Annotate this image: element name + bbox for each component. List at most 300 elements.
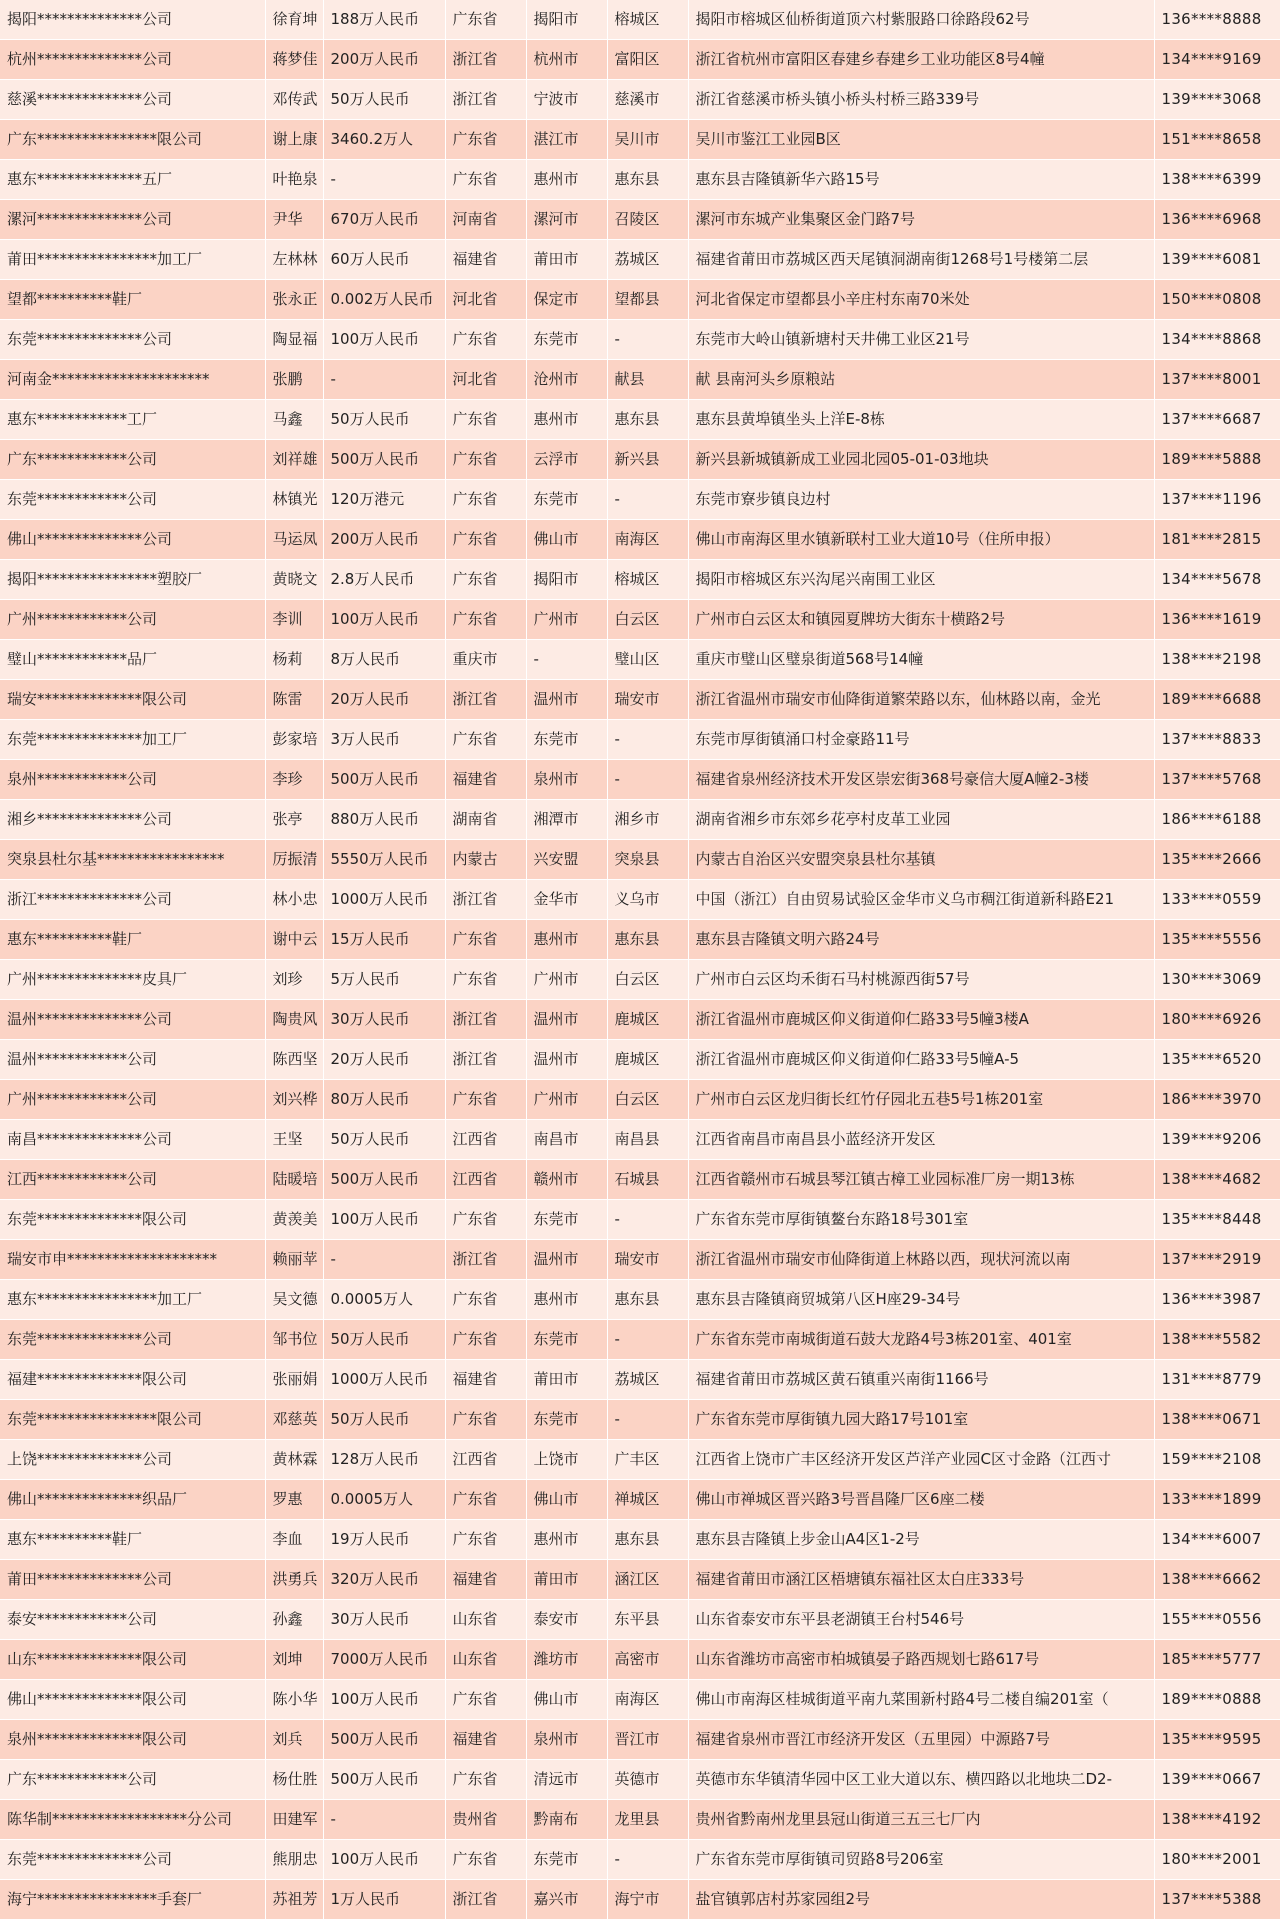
phone-cell: 139****9206	[1154, 1120, 1280, 1160]
capital-cell: 1000万人民币	[323, 1360, 445, 1400]
district-cell: 荔城区	[607, 240, 688, 280]
company-name-cell: 东莞**************公司	[0, 320, 265, 360]
address-cell: 佛山市禅城区晋兴路3号晋昌隆厂区6座二楼	[688, 1480, 1154, 1520]
city-cell: 惠州市	[526, 160, 607, 200]
capital-cell: 3万人民币	[323, 720, 445, 760]
province-cell: 浙江省	[445, 880, 526, 920]
capital-cell: 7000万人民币	[323, 1640, 445, 1680]
city-cell: 温州市	[526, 680, 607, 720]
capital-cell: -	[323, 360, 445, 400]
phone-cell: 138****4192	[1154, 1800, 1280, 1840]
table-row	[0, 880, 1280, 920]
district-cell: 白云区	[607, 960, 688, 1000]
phone-cell: 189****6688	[1154, 680, 1280, 720]
company-name-cell: 东莞****************限公司	[0, 1400, 265, 1440]
province-cell: 福建省	[445, 240, 526, 280]
table-row	[0, 520, 1280, 560]
district-cell: 南昌县	[607, 1120, 688, 1160]
company-name-cell: 璧山************品厂	[0, 640, 265, 680]
capital-cell: 100万人民币	[323, 1840, 445, 1880]
district-cell: 榕城区	[607, 560, 688, 600]
table-row	[0, 280, 1280, 320]
company-name-cell: 惠东**********鞋厂	[0, 920, 265, 960]
legal-rep-cell: 谢上康	[265, 120, 323, 160]
capital-cell: 20万人民币	[323, 1040, 445, 1080]
legal-rep-cell: 黄羡美	[265, 1200, 323, 1240]
table-row	[0, 840, 1280, 880]
city-cell: 金华市	[526, 880, 607, 920]
company-name-cell: 广州**************皮具厂	[0, 960, 265, 1000]
province-cell: 广东省	[445, 600, 526, 640]
province-cell: 广东省	[445, 0, 526, 40]
city-cell: 宁波市	[526, 80, 607, 120]
province-cell: 内蒙古	[445, 840, 526, 880]
province-cell: 广东省	[445, 560, 526, 600]
company-name-cell: 望都**********鞋厂	[0, 280, 265, 320]
province-cell: 江西省	[445, 1440, 526, 1480]
address-cell: 福建省莆田市荔城区西天尾镇洞湖南街1268号1号楼第二层	[688, 240, 1154, 280]
legal-rep-cell: 赖丽苹	[265, 1240, 323, 1280]
company-name-cell: 惠东****************加工厂	[0, 1280, 265, 1320]
city-cell: 广州市	[526, 1080, 607, 1120]
table-row	[0, 1640, 1280, 1680]
phone-cell: 137****8001	[1154, 360, 1280, 400]
city-cell: 惠州市	[526, 1520, 607, 1560]
district-cell: 瑞安市	[607, 680, 688, 720]
company-name-cell: 东莞************公司	[0, 480, 265, 520]
table-row	[0, 1880, 1280, 1920]
company-name-cell: 广州************公司	[0, 1080, 265, 1120]
city-cell: 揭阳市	[526, 0, 607, 40]
city-cell: 泰安市	[526, 1600, 607, 1640]
phone-cell: 133****0559	[1154, 880, 1280, 920]
district-cell: 南海区	[607, 520, 688, 560]
address-cell: 东莞市大岭山镇新塘村天井佛工业区21号	[688, 320, 1154, 360]
table-row	[0, 1080, 1280, 1120]
phone-cell: 138****2198	[1154, 640, 1280, 680]
province-cell: 广东省	[445, 480, 526, 520]
table-row	[0, 1360, 1280, 1400]
table-row	[0, 640, 1280, 680]
capital-cell: 50万人民币	[323, 80, 445, 120]
city-cell: 惠州市	[526, 920, 607, 960]
capital-cell: 500万人民币	[323, 440, 445, 480]
capital-cell: 1万人民币	[323, 1880, 445, 1920]
capital-cell: 80万人民币	[323, 1080, 445, 1120]
phone-cell: 138****5582	[1154, 1320, 1280, 1360]
city-cell: 黔南布	[526, 1800, 607, 1840]
district-cell: 英德市	[607, 1760, 688, 1800]
district-cell: -	[607, 760, 688, 800]
province-cell: 广东省	[445, 1080, 526, 1120]
table-row	[0, 400, 1280, 440]
capital-cell: 670万人民币	[323, 200, 445, 240]
address-cell: 东莞市厚街镇涌口村金豪路11号	[688, 720, 1154, 760]
address-cell: 揭阳市榕城区东兴沟尾兴南围工业区	[688, 560, 1154, 600]
company-name-cell: 海宁****************手套厂	[0, 1880, 265, 1920]
phone-cell: 186****6188	[1154, 800, 1280, 840]
phone-cell: 139****6081	[1154, 240, 1280, 280]
company-name-cell: 广东************公司	[0, 440, 265, 480]
capital-cell: 200万人民币	[323, 520, 445, 560]
district-cell: -	[607, 1200, 688, 1240]
district-cell: 榕城区	[607, 0, 688, 40]
district-cell: -	[607, 1840, 688, 1880]
phone-cell: 131****8779	[1154, 1360, 1280, 1400]
company-name-cell: 佛山**************公司	[0, 520, 265, 560]
city-cell: 兴安盟	[526, 840, 607, 880]
province-cell: 浙江省	[445, 80, 526, 120]
company-name-cell: 山东**************限公司	[0, 1640, 265, 1680]
province-cell: 广东省	[445, 1320, 526, 1360]
province-cell: 浙江省	[445, 1040, 526, 1080]
province-cell: 广东省	[445, 1200, 526, 1240]
city-cell: 嘉兴市	[526, 1880, 607, 1920]
city-cell: 泉州市	[526, 760, 607, 800]
legal-rep-cell: 刘珍	[265, 960, 323, 1000]
province-cell: 广东省	[445, 520, 526, 560]
phone-cell: 180****2001	[1154, 1840, 1280, 1880]
province-cell: 广东省	[445, 1480, 526, 1520]
district-cell: -	[607, 1400, 688, 1440]
province-cell: 河南省	[445, 200, 526, 240]
phone-cell: 180****6926	[1154, 1000, 1280, 1040]
company-name-cell: 东莞**************公司	[0, 1840, 265, 1880]
capital-cell: 2.8万人民币	[323, 560, 445, 600]
phone-cell: 136****8888	[1154, 0, 1280, 40]
address-cell: 贵州省黔南州龙里县冠山街道三五三七厂内	[688, 1800, 1154, 1840]
province-cell: 浙江省	[445, 1000, 526, 1040]
province-cell: 广东省	[445, 1280, 526, 1320]
capital-cell: 50万人民币	[323, 400, 445, 440]
table-row	[0, 1440, 1280, 1480]
table-row	[0, 1200, 1280, 1240]
province-cell: 广东省	[445, 320, 526, 360]
table-row	[0, 160, 1280, 200]
company-name-cell: 陈华制******************分公司	[0, 1800, 265, 1840]
district-cell: 惠东县	[607, 1520, 688, 1560]
phone-cell: 135****5556	[1154, 920, 1280, 960]
legal-rep-cell: 孙鑫	[265, 1600, 323, 1640]
company-name-cell: 瑞安市申********************	[0, 1240, 265, 1280]
province-cell: 福建省	[445, 1560, 526, 1600]
legal-rep-cell: 邓传武	[265, 80, 323, 120]
table-row	[0, 1120, 1280, 1160]
district-cell: 义乌市	[607, 880, 688, 920]
district-cell: 石城县	[607, 1160, 688, 1200]
district-cell: 龙里县	[607, 1800, 688, 1840]
city-cell: 温州市	[526, 1000, 607, 1040]
address-cell: 广州市白云区太和镇园夏牌坊大街东十横路2号	[688, 600, 1154, 640]
city-cell: 佛山市	[526, 520, 607, 560]
city-cell: 东莞市	[526, 1320, 607, 1360]
address-cell: 盐官镇郭店村苏家园组2号	[688, 1880, 1154, 1920]
district-cell: -	[607, 480, 688, 520]
table-row	[0, 1240, 1280, 1280]
capital-cell: 8万人民币	[323, 640, 445, 680]
address-cell: 江西省南昌市南昌县小蓝经济开发区	[688, 1120, 1154, 1160]
capital-cell: 50万人民币	[323, 1320, 445, 1360]
district-cell: 突泉县	[607, 840, 688, 880]
table-row	[0, 0, 1280, 40]
district-cell: 禅城区	[607, 1480, 688, 1520]
table-row	[0, 720, 1280, 760]
phone-cell: 134****5678	[1154, 560, 1280, 600]
city-cell: 东莞市	[526, 480, 607, 520]
company-name-cell: 慈溪**************公司	[0, 80, 265, 120]
legal-rep-cell: 马鑫	[265, 400, 323, 440]
legal-rep-cell: 张永正	[265, 280, 323, 320]
capital-cell: 100万人民币	[323, 600, 445, 640]
address-cell: 惠东县吉隆镇上步金山A4区1-2号	[688, 1520, 1154, 1560]
phone-cell: 135****8448	[1154, 1200, 1280, 1240]
district-cell: 惠东县	[607, 400, 688, 440]
city-cell: -	[526, 640, 607, 680]
phone-cell: 155****0556	[1154, 1600, 1280, 1640]
capital-cell: 500万人民币	[323, 760, 445, 800]
phone-cell: 139****3068	[1154, 80, 1280, 120]
phone-cell: 181****2815	[1154, 520, 1280, 560]
address-cell: 广东省东莞市厚街镇鳌台东路18号301室	[688, 1200, 1154, 1240]
table-row	[0, 680, 1280, 720]
city-cell: 东莞市	[526, 720, 607, 760]
address-cell: 内蒙古自治区兴安盟突泉县杜尔基镇	[688, 840, 1154, 880]
legal-rep-cell: 张丽娟	[265, 1360, 323, 1400]
city-cell: 佛山市	[526, 1680, 607, 1720]
province-cell: 广东省	[445, 1400, 526, 1440]
company-name-cell: 湘乡**************公司	[0, 800, 265, 840]
capital-cell: 188万人民币	[323, 0, 445, 40]
address-cell: 福建省莆田市涵江区梧塘镇东福社区太白庄333号	[688, 1560, 1154, 1600]
legal-rep-cell: 张鹏	[265, 360, 323, 400]
phone-cell: 134****9169	[1154, 40, 1280, 80]
capital-cell: 320万人民币	[323, 1560, 445, 1600]
province-cell: 福建省	[445, 1360, 526, 1400]
province-cell: 广东省	[445, 960, 526, 1000]
legal-rep-cell: 杨莉	[265, 640, 323, 680]
district-cell: 富阳区	[607, 40, 688, 80]
table-row	[0, 1000, 1280, 1040]
legal-rep-cell: 陈西坚	[265, 1040, 323, 1080]
legal-rep-cell: 张亭	[265, 800, 323, 840]
phone-cell: 189****5888	[1154, 440, 1280, 480]
district-cell: 晋江市	[607, 1720, 688, 1760]
legal-rep-cell: 尹华	[265, 200, 323, 240]
capital-cell: 30万人民币	[323, 1600, 445, 1640]
legal-rep-cell: 邓慈英	[265, 1400, 323, 1440]
table-row	[0, 200, 1280, 240]
company-name-cell: 上饶**************公司	[0, 1440, 265, 1480]
phone-cell: 137****1196	[1154, 480, 1280, 520]
company-name-cell: 漯河**************公司	[0, 200, 265, 240]
address-cell: 重庆市璧山区璧泉街道568号14幢	[688, 640, 1154, 680]
capital-cell: 500万人民币	[323, 1720, 445, 1760]
city-cell: 广州市	[526, 600, 607, 640]
district-cell: 湘乡市	[607, 800, 688, 840]
city-cell: 惠州市	[526, 400, 607, 440]
table-row	[0, 1480, 1280, 1520]
capital-cell: 3460.2万人	[323, 120, 445, 160]
address-cell: 佛山市南海区里水镇新联村工业大道10号（住所申报）	[688, 520, 1154, 560]
address-cell: 惠东县吉隆镇文明六路24号	[688, 920, 1154, 960]
table-row	[0, 1600, 1280, 1640]
district-cell: 瑞安市	[607, 1240, 688, 1280]
company-name-cell: 南昌**************公司	[0, 1120, 265, 1160]
company-name-cell: 温州************公司	[0, 1040, 265, 1080]
city-cell: 赣州市	[526, 1160, 607, 1200]
company-name-cell: 佛山**************限公司	[0, 1680, 265, 1720]
province-cell: 广东省	[445, 720, 526, 760]
district-cell: 惠东县	[607, 920, 688, 960]
company-name-cell: 东莞**************公司	[0, 1320, 265, 1360]
capital-cell: 120万港元	[323, 480, 445, 520]
phone-cell: 186****3970	[1154, 1080, 1280, 1120]
city-cell: 湘潭市	[526, 800, 607, 840]
address-cell: 江西省上饶市广丰区经济开发区芦洋产业园C区寸金路（江西寸	[688, 1440, 1154, 1480]
province-cell: 福建省	[445, 760, 526, 800]
province-cell: 浙江省	[445, 1880, 526, 1920]
province-cell: 江西省	[445, 1120, 526, 1160]
company-name-cell: 惠东**********鞋厂	[0, 1520, 265, 1560]
table-row	[0, 1840, 1280, 1880]
city-cell: 泉州市	[526, 1720, 607, 1760]
city-cell: 云浮市	[526, 440, 607, 480]
table-row	[0, 1520, 1280, 1560]
capital-cell: 15万人民币	[323, 920, 445, 960]
address-cell: 江西省赣州市石城县琴江镇古樟工业园标准厂房一期13栋	[688, 1160, 1154, 1200]
province-cell: 河北省	[445, 280, 526, 320]
legal-rep-cell: 陈小华	[265, 1680, 323, 1720]
province-cell: 贵州省	[445, 1800, 526, 1840]
address-cell: 浙江省温州市鹿城区仰义街道仰仁路33号5幢3楼A	[688, 1000, 1154, 1040]
district-cell: 惠东县	[607, 1280, 688, 1320]
address-cell: 浙江省慈溪市桥头镇小桥头村桥三路339号	[688, 80, 1154, 120]
capital-cell: -	[323, 1240, 445, 1280]
table-row	[0, 360, 1280, 400]
district-cell: 海宁市	[607, 1880, 688, 1920]
address-cell: 英德市东华镇清华园中区工业大道以东、横四路以北地块二D2-	[688, 1760, 1154, 1800]
phone-cell: 138****0671	[1154, 1400, 1280, 1440]
table-row	[0, 1040, 1280, 1080]
legal-rep-cell: 林镇光	[265, 480, 323, 520]
capital-cell: 50万人民币	[323, 1400, 445, 1440]
city-cell: 莆田市	[526, 240, 607, 280]
company-name-cell: 东莞**************加工厂	[0, 720, 265, 760]
legal-rep-cell: 林小忠	[265, 880, 323, 920]
district-cell: 召陵区	[607, 200, 688, 240]
city-cell: 东莞市	[526, 1840, 607, 1880]
capital-cell: 200万人民币	[323, 40, 445, 80]
table-row	[0, 440, 1280, 480]
legal-rep-cell: 谢中云	[265, 920, 323, 960]
capital-cell: 880万人民币	[323, 800, 445, 840]
city-cell: 东莞市	[526, 1400, 607, 1440]
capital-cell: 128万人民币	[323, 1440, 445, 1480]
legal-rep-cell: 李训	[265, 600, 323, 640]
phone-cell: 185****5777	[1154, 1640, 1280, 1680]
phone-cell: 139****0667	[1154, 1760, 1280, 1800]
table-row	[0, 1280, 1280, 1320]
district-cell: 望都县	[607, 280, 688, 320]
district-cell: 东平县	[607, 1600, 688, 1640]
address-cell: 福建省泉州市晋江市经济开发区（五里园）中源路7号	[688, 1720, 1154, 1760]
table-row	[0, 600, 1280, 640]
phone-cell: 135****6520	[1154, 1040, 1280, 1080]
legal-rep-cell: 熊朋忠	[265, 1840, 323, 1880]
city-cell: 南昌市	[526, 1120, 607, 1160]
province-cell: 浙江省	[445, 40, 526, 80]
legal-rep-cell: 李血	[265, 1520, 323, 1560]
table-row	[0, 800, 1280, 840]
district-cell: 广丰区	[607, 1440, 688, 1480]
table-row	[0, 240, 1280, 280]
capital-cell: 60万人民币	[323, 240, 445, 280]
table-row	[0, 1160, 1280, 1200]
province-cell: 广东省	[445, 1760, 526, 1800]
legal-rep-cell: 陈雷	[265, 680, 323, 720]
phone-cell: 138****4682	[1154, 1160, 1280, 1200]
district-cell: 吴川市	[607, 120, 688, 160]
province-cell: 广东省	[445, 1680, 526, 1720]
district-cell: 白云区	[607, 600, 688, 640]
table-row	[0, 480, 1280, 520]
company-name-cell: 突泉县杜尔基*****************	[0, 840, 265, 880]
legal-rep-cell: 彭家培	[265, 720, 323, 760]
city-cell: 潍坊市	[526, 1640, 607, 1680]
address-cell: 福建省泉州经济技术开发区崇宏街368号豪信大厦A幢2-3楼	[688, 760, 1154, 800]
address-cell: 惠东县吉隆镇商贸城第八区H座29-34号	[688, 1280, 1154, 1320]
address-cell: 献 县南河头乡原粮站	[688, 360, 1154, 400]
capital-cell: 30万人民币	[323, 1000, 445, 1040]
capital-cell: 5550万人民币	[323, 840, 445, 880]
city-cell: 漯河市	[526, 200, 607, 240]
province-cell: 广东省	[445, 1840, 526, 1880]
legal-rep-cell: 苏祖芳	[265, 1880, 323, 1920]
capital-cell: -	[323, 1800, 445, 1840]
address-cell: 山东省潍坊市高密市柏城镇晏子路西规划七路617号	[688, 1640, 1154, 1680]
capital-cell: 0.0005万人	[323, 1480, 445, 1520]
district-cell: 新兴县	[607, 440, 688, 480]
phone-cell: 159****2108	[1154, 1440, 1280, 1480]
legal-rep-cell: 陆暖培	[265, 1160, 323, 1200]
table-row	[0, 560, 1280, 600]
city-cell: 惠州市	[526, 1280, 607, 1320]
legal-rep-cell: 黄晓文	[265, 560, 323, 600]
address-cell: 揭阳市榕城区仙桥街道顶六村紫服路口徐路段62号	[688, 0, 1154, 40]
district-cell: 献县	[607, 360, 688, 400]
company-name-cell: 广州************公司	[0, 600, 265, 640]
capital-cell: 1000万人民币	[323, 880, 445, 920]
district-cell: 南海区	[607, 1680, 688, 1720]
province-cell: 山东省	[445, 1600, 526, 1640]
phone-cell: 130****3069	[1154, 960, 1280, 1000]
address-cell: 广东省东莞市厚街镇司贸路8号206室	[688, 1840, 1154, 1880]
phone-cell: 135****2666	[1154, 840, 1280, 880]
legal-rep-cell: 杨仕胜	[265, 1760, 323, 1800]
legal-rep-cell: 刘祥雄	[265, 440, 323, 480]
city-cell: 沧州市	[526, 360, 607, 400]
province-cell: 广东省	[445, 440, 526, 480]
address-cell: 吴川市鉴江工业园B区	[688, 120, 1154, 160]
capital-cell: 19万人民币	[323, 1520, 445, 1560]
company-name-cell: 广东************公司	[0, 1760, 265, 1800]
company-name-cell: 泉州**************限公司	[0, 1720, 265, 1760]
legal-rep-cell: 刘坤	[265, 1640, 323, 1680]
company-name-cell: 河南金*********************	[0, 360, 265, 400]
company-name-cell: 瑞安**************限公司	[0, 680, 265, 720]
table-row	[0, 1720, 1280, 1760]
district-cell: 荔城区	[607, 1360, 688, 1400]
